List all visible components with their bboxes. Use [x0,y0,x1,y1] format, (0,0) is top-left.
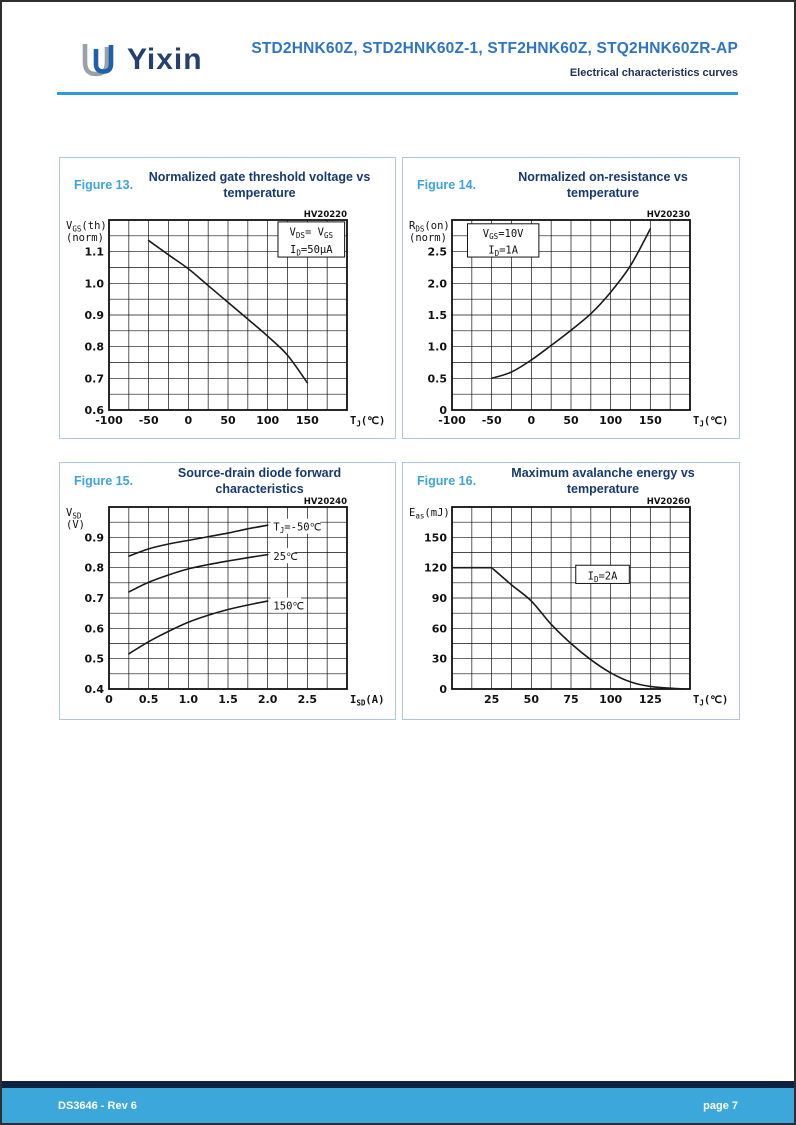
y-tick-label: 0.8 [84,561,104,575]
y-tick-label: 0.6 [84,622,104,636]
plot-code: HV20260 [646,497,690,507]
plot-code: HV20220 [303,210,347,220]
figure-panel [59,157,396,439]
x-tick-label: -100 [438,414,466,427]
x-tick-label: 2.0 [257,693,277,706]
chart-canvas [406,207,736,437]
x-axis-label: $T_J(℃)$ [693,415,729,429]
y-tick-label: 1.1 [84,245,104,259]
x-tick-label: 100 [599,414,623,427]
x-tick-label: 75 [563,693,579,706]
x-tick-label: -100 [94,414,123,427]
figure-name: Source-drain diode forward characteristics [177,465,342,496]
figure-panel [402,462,740,720]
curve-label [270,548,298,563]
legend-line: $V_{DS}= V_{GS}$ [289,226,333,241]
page-header [57,32,738,90]
plot-code: HV20230 [646,210,690,220]
y-tick-label: 0.9 [84,309,104,322]
legend-line: $V_{GS}=10V$ [482,227,524,242]
y-tick-label: 1.5 [427,309,447,322]
chart-canvas [63,207,393,437]
footer-accent-strip [2,1081,794,1088]
figure-label: Figure 16. [417,473,477,488]
page-number: page 7 [703,1099,738,1112]
legend-line: $I_D=50\mu A$ [289,244,333,258]
figure-label: Figure 13. [74,177,134,192]
y-tick-label: 60 [431,622,447,636]
y-tick-label: 2.5 [427,245,447,259]
chart-grid [452,507,690,689]
x-tick-label: 0 [104,693,113,706]
plot-code: HV20240 [303,497,347,507]
y-tick-label: 0.7 [84,372,104,386]
figure-label: Figure 14. [417,177,477,192]
logo-text: Yixin [127,43,203,76]
y-tick-label: 150 [424,531,447,545]
x-tick-label: -50 [481,414,502,427]
y-axis-label: $E_{as}(mJ)$ [409,507,450,521]
part-numbers-title: STD2HNK60Z, STD2HNK60Z-1, STF2HNK60Z, STQ2HNK60ZR-AP [251,40,738,57]
y-tick-label: 90 [431,592,447,605]
figure-title [403,465,739,496]
y-tick-label: 0.4 [84,683,104,696]
y-tick-label: 0 [439,683,447,696]
chart-curve [128,601,267,654]
x-tick-label: 1.5 [217,693,238,706]
y-tick-label: 120 [424,561,447,575]
x-tick-label: 50 [219,414,236,427]
y-tick-label: 0.6 [84,404,104,417]
y-axis-label: $R_{DS}(on)$ [409,220,450,234]
chart-canvas [406,494,736,716]
legend [576,565,630,584]
y-tick-label: 0.5 [427,372,447,386]
y-axis-label: (norm) [65,232,104,244]
y-tick-label: 0.7 [84,592,104,605]
x-tick-label: 0 [184,414,192,427]
figure-label: Figure 15. [74,473,134,488]
x-axis-label: $I_{SD}(A)$ [349,694,384,708]
x-axis-label: $T_J(℃)$ [349,415,385,429]
x-tick-label: 150 [638,414,662,427]
y-tick-label: 0.5 [84,652,104,666]
figure-title [403,163,739,207]
y-axis-label: $V_{GS}(th)$ [65,220,107,234]
chart-curve [128,555,267,592]
figure-name: Normalized gate threshold voltage vs temperature [148,169,371,200]
x-tick-label: -50 [138,414,159,427]
figure-name: Maximum avalanche energy vs temperature [511,465,695,496]
chart-grid [109,507,347,689]
x-tick-label: 0.5 [138,693,158,706]
figure-panel [59,462,396,720]
x-axis-label: $T_J(℃)$ [693,694,729,708]
header-titles [251,40,738,79]
x-tick-label: 100 [255,414,279,427]
figure-title [60,163,395,207]
doc-revision: DS3646 - Rev 6 [58,1099,137,1112]
legend-line: $I_D=1A$ [488,244,519,258]
logo-mark-icon [75,38,121,82]
y-tick-label: 1.0 [427,340,447,354]
x-tick-label: 100 [599,693,623,706]
curve-label-text: 150℃ [272,600,304,613]
figure-title [60,465,395,496]
y-tick-label: 0 [439,404,447,417]
x-tick-label: 125 [638,693,662,706]
chart-curve [128,525,267,556]
figure-panel [402,157,740,439]
curve-label-text: 25℃ [272,551,298,564]
y-axis-label: (norm) [409,232,447,244]
curve-label-text: $T_J=-50℃$ [272,521,321,536]
y-tick-label: 1.0 [84,277,104,291]
x-tick-label: 50 [563,414,579,427]
legend-line: $I_D=2A$ [587,570,618,584]
y-tick-label: 0.8 [84,340,104,354]
x-tick-label: 0 [527,414,536,427]
x-tick-label: 25 [484,693,500,706]
x-tick-label: 50 [523,693,539,706]
y-axis-label: (V) [65,519,85,531]
page-subtitle: Electrical characteristics curves [569,67,738,79]
y-tick-label: 0.9 [84,531,104,545]
x-tick-label: 150 [295,414,319,427]
x-tick-label: 2.5 [297,693,317,706]
chart-canvas [63,494,393,716]
page-footer [2,1088,794,1123]
header-rule [57,92,738,95]
yixin-logo [75,38,203,82]
curve-label [270,519,321,535]
legend [277,222,344,258]
x-tick-label: 1.0 [178,693,198,706]
curve-label [270,598,304,613]
figure-name: Normalized on-resistance vs temperature [518,169,688,200]
y-axis-label: $V_{SD}$ [65,507,81,521]
y-tick-label: 2.0 [427,277,447,291]
legend [467,224,538,258]
y-tick-label: 30 [431,652,447,666]
